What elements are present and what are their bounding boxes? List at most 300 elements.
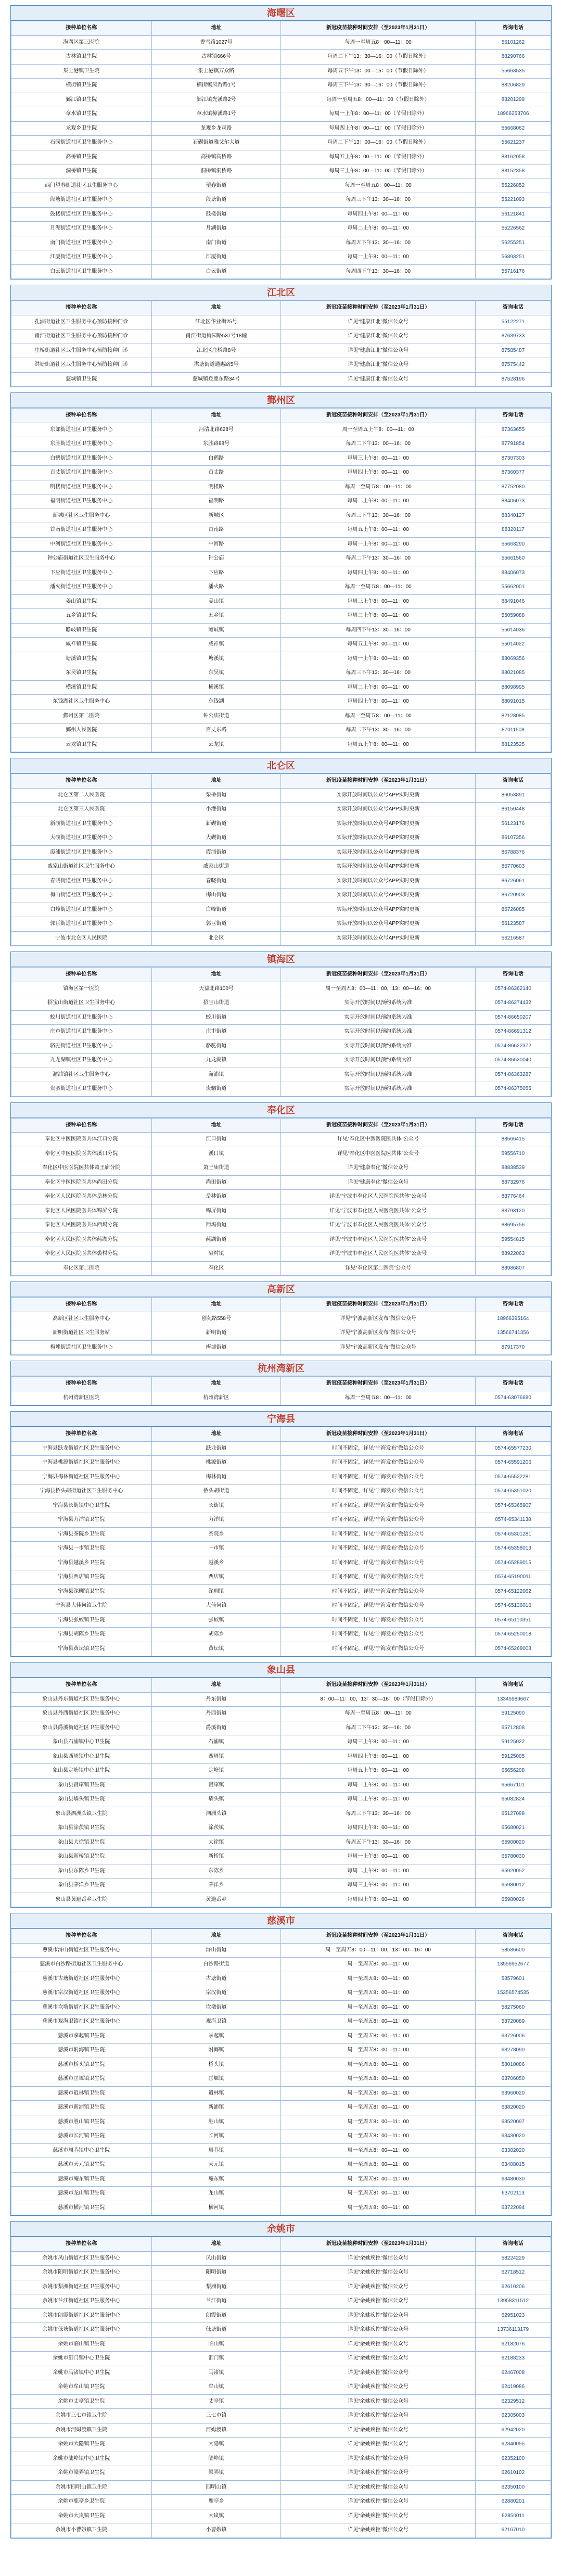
district-section	[10, 285, 552, 387]
cell-unit-name: 庄市街道社区卫生服务中心	[11, 1025, 152, 1039]
cell-phone: 0574-86362140	[475, 982, 551, 996]
cell-phone: 65127098	[475, 1807, 551, 1821]
cell-phone: 55668062	[475, 121, 551, 136]
cell-address: 黄避岙乡	[151, 1893, 281, 1907]
cell-schedule: 每周二下午13：30—16：00（节假日除外）	[281, 50, 475, 65]
cell-phone: 59556710	[475, 1147, 551, 1161]
cell-phone: 65900020	[475, 1835, 551, 1850]
cell-unit-name: 宁海县强蛟镇卫生院	[11, 1613, 152, 1628]
cell-phone: 62167010	[475, 2523, 551, 2538]
cell-unit-name: 宁海县跃龙街道社区卫生服务中心	[11, 1441, 152, 1456]
cell-phone: 58720089	[475, 2015, 551, 2029]
cell-unit-name: 余姚市低塘街道社区卫生服务中心	[11, 2323, 152, 2338]
cell-phone: 65980012	[475, 1879, 551, 1893]
table-row	[11, 150, 551, 164]
cell-phone: 0574-65268008	[475, 1642, 551, 1656]
cell-schedule: 详见“余姚疾控”微信公众号	[281, 2495, 475, 2509]
cell-unit-name: 海曙区第三医院	[11, 35, 152, 50]
table-row	[11, 2187, 551, 2201]
cell-schedule: 周一至周五8：00—11：00	[281, 2201, 475, 2215]
table-row	[11, 1735, 551, 1750]
cell-phone: 0574-65110351	[475, 1613, 551, 1628]
table-row	[11, 329, 551, 344]
header-address: 地址	[151, 774, 281, 789]
cell-schedule: 周一至周五8：00—11：00	[281, 2044, 475, 2058]
table-row	[11, 1599, 551, 1614]
cell-schedule: 详见“宁波市奉化区人民医院医共体”公众号	[281, 1233, 475, 1247]
cell-unit-name: 余姚市鹿亭乡卫生院	[11, 2495, 152, 2509]
cell-phone: 0574-65577230	[475, 1441, 551, 1456]
cell-address: 江厦街道	[151, 250, 281, 265]
header-phone: 咨询电话	[475, 1678, 551, 1693]
cell-address: 浒山街道	[151, 1943, 281, 1958]
cell-schedule: 详见“奉化区第二医院”公众号	[281, 1261, 475, 1276]
cell-phone: 63278090	[475, 2044, 551, 2058]
cell-phone: 86053891	[475, 788, 551, 803]
table-row	[11, 1054, 551, 1068]
cell-address: 慈城镇登鹿东路34号	[151, 372, 281, 387]
cell-unit-name: 慈溪市庵东镇卫生院	[11, 2172, 152, 2187]
cell-schedule: 每周一上午8：00—11：00	[281, 537, 475, 552]
table-row	[11, 2380, 551, 2395]
cell-phone: 59125005	[475, 1749, 551, 1764]
cell-phone: 87363655	[475, 423, 551, 437]
cell-schedule: 详见“余姚疾控”微信公众号	[281, 2466, 475, 2481]
cell-unit-name: 郭巨街道社区卫生服务中心	[11, 917, 152, 932]
cell-schedule: 详见“余姚疾控”微信公众号	[281, 2509, 475, 2523]
cell-schedule: 详见“余姚疾控”微信公众号	[281, 2280, 475, 2294]
district-section	[10, 392, 552, 753]
header-address: 地址	[151, 2237, 281, 2252]
table-header-row	[11, 1377, 551, 1391]
cell-schedule: 详见“余姚疾控”微信公众号	[281, 2308, 475, 2323]
cell-unit-name: 新明街道社区卫生服务站	[11, 1326, 152, 1341]
cell-phone: 88406073	[475, 566, 551, 580]
cell-address: 大碶街道	[151, 831, 281, 846]
district-title: 杭州湾新区	[11, 1361, 551, 1376]
table-row	[11, 35, 551, 50]
cell-schedule: 时间不固定，详见“宁海发布”微信公众号	[281, 1527, 475, 1542]
cell-address: 白沙路街道	[151, 1958, 281, 1972]
cell-schedule: 时间不固定，详见“宁海发布”微信公众号	[281, 1470, 475, 1484]
cell-unit-name: 高桥镇卫生院	[11, 150, 152, 164]
cell-schedule: 实际开放时间以预约系统为准	[281, 1054, 475, 1068]
cell-phone: 13958311512	[475, 2294, 551, 2309]
table-row	[11, 79, 551, 93]
cell-unit-name: 骆驼街道社区卫生服务中心	[11, 1039, 152, 1054]
table-row	[11, 738, 551, 752]
cell-address: 杭州湾新区	[151, 1391, 281, 1405]
cell-unit-name: 瞻岐镇卫生院	[11, 623, 152, 638]
cell-phone: 62419086	[475, 2380, 551, 2395]
table-header-row	[11, 968, 551, 982]
table-row	[11, 982, 551, 996]
table-row	[11, 250, 551, 265]
cell-schedule: 每周三下午13：30—16：00	[281, 666, 475, 681]
cell-schedule: 每周一至周五8：00—11：00	[281, 580, 475, 595]
cell-address: 锦屏街道	[151, 1204, 281, 1219]
cell-phone: 0574-65122062	[475, 1584, 551, 1599]
cell-schedule: 每周一上午8：00—11：00	[281, 1778, 475, 1793]
cell-phone: 59554815	[475, 1233, 551, 1247]
cell-schedule: 每周三上午8：00—11：00	[281, 594, 475, 609]
cell-unit-name: 宁海县黄坛镇卫生院	[11, 1642, 152, 1656]
cell-phone: 86720903	[475, 889, 551, 903]
table-row	[11, 1707, 551, 1721]
cell-schedule: 每周四下午13：30—16：00	[281, 264, 475, 279]
cell-unit-name: 象山县黄避岙乡卫生院	[11, 1893, 152, 1907]
table-row	[11, 50, 551, 65]
table-row	[11, 903, 551, 917]
cell-unit-name: 象山县爵溪街道社区卫生服务中心	[11, 1721, 152, 1735]
table-row	[11, 1391, 551, 1405]
cell-address: 爵溪街道	[151, 1721, 281, 1735]
cell-unit-name: 奉化区中医医院医共体溪口分院	[11, 1147, 152, 1161]
cell-address: 西店镇	[151, 1570, 281, 1585]
cell-phone: 88793120	[475, 1204, 551, 1219]
district-section	[10, 758, 552, 946]
cell-phone: 13736113179	[475, 2323, 551, 2338]
table-row	[11, 1082, 551, 1097]
cell-phone: 0574-65250018	[475, 1628, 551, 1642]
cell-address: 南门街道	[151, 236, 281, 250]
cell-schedule: 每周二下午13：30—16：00	[281, 724, 475, 738]
cell-schedule: 周一至周五8：00—11：00	[281, 2143, 475, 2158]
clinic-table	[11, 300, 551, 387]
cell-unit-name: 镇海区第一医院	[11, 982, 152, 996]
cell-phone: 62467008	[475, 2366, 551, 2380]
cell-address: 蛟川街道	[151, 1010, 281, 1025]
cell-address: 马渚镇	[151, 2366, 281, 2380]
cell-unit-name: 甬江街道社区卫生服务中心预防接种门诊	[11, 329, 152, 344]
cell-phone: 0574-65301281	[475, 1527, 551, 1542]
cell-phone: 55663535	[475, 64, 551, 79]
cell-address: 五乡镇	[151, 609, 281, 624]
cell-unit-name: 余姚市兰江街道社区卫生服务中心	[11, 2294, 152, 2309]
cell-schedule: 时间不固定，详见“宁海发布”微信公众号	[281, 1599, 475, 1614]
cell-phone: 0574-63076680	[475, 1391, 551, 1405]
cell-schedule: 实际开放时间以公众号APP实时更新	[281, 860, 475, 874]
cell-address: 泗门镇	[151, 2352, 281, 2366]
cell-schedule: 实际开放时间以公众号APP实时更新	[281, 889, 475, 903]
table-row	[11, 2495, 551, 2509]
cell-schedule: 每周五上午8：00—11：00	[281, 738, 475, 752]
cell-schedule: 详见“余姚疾控”微信公众号	[281, 2452, 475, 2466]
cell-phone: 55226852	[475, 179, 551, 193]
cell-phone: 62718512	[475, 2266, 551, 2280]
cell-phone: 88069356	[475, 652, 551, 666]
cell-unit-name: 洪塘街道社区卫生服务中心预防接种门诊	[11, 358, 152, 373]
cell-schedule: 详见“余姚疾控”微信公众号	[281, 2380, 475, 2395]
cell-unit-name: 鄞州人民医院	[11, 724, 152, 738]
table-row	[11, 1470, 551, 1484]
cell-unit-name: 奉化区人民医院医共体锦屏分院	[11, 1204, 152, 1219]
table-row	[11, 222, 551, 236]
table-row	[11, 2280, 551, 2294]
clinic-table	[11, 1297, 551, 1355]
cell-phone: 56101262	[475, 35, 551, 50]
cell-schedule: 每周三下午13：30—16：00	[281, 509, 475, 523]
table-header-row	[11, 301, 551, 315]
cell-address: 牟山镇	[151, 2380, 281, 2395]
cell-schedule: 详见“宁波高新区发布”微信公众号	[281, 1312, 475, 1326]
header-schedule: 新冠疫苗接种时间安排（至2023年1月31日）	[281, 1678, 475, 1693]
district-title: 宁海县	[11, 1412, 551, 1427]
table-row	[11, 2029, 551, 2044]
table-row	[11, 2266, 551, 2280]
district-title: 奉化区	[11, 1103, 551, 1118]
cell-unit-name: 潘火街道社区卫生服务中心	[11, 580, 152, 595]
cell-unit-name: 余姚市河姆渡镇卫生院	[11, 2423, 152, 2438]
cell-address: 梅林街道	[151, 1470, 281, 1484]
cell-schedule: 每周四上午8：00—11：00	[281, 695, 475, 709]
cell-address: 河清北路628号	[151, 423, 281, 437]
cell-unit-name: 慈溪市长河镇卫生院	[11, 2129, 152, 2144]
cell-address: 临山镇	[151, 2337, 281, 2352]
cell-address: 大隐镇	[151, 2438, 281, 2452]
cell-phone: 0574-86375055	[475, 1082, 551, 1097]
table-header-row	[11, 1678, 551, 1693]
cell-unit-name: 招宝山街道社区卫生服务中心	[11, 996, 152, 1011]
cell-unit-name: 余姚市泗门镇中心卫生院	[11, 2352, 152, 2366]
cell-address: 萧王庙街道	[151, 1161, 281, 1176]
table-row	[11, 480, 551, 494]
cell-address: 黄坛镇	[151, 1642, 281, 1656]
cell-schedule: 每周五上午8：00—11：00	[281, 523, 475, 538]
clinic-table	[11, 967, 551, 1097]
table-row	[11, 1628, 551, 1642]
header-phone: 咨询电话	[475, 1118, 551, 1133]
table-row	[11, 2294, 551, 2309]
cell-schedule: 详见“健康奉化”微信公众号	[281, 1161, 475, 1176]
cell-unit-name: 宁海县茶院乡卫生院	[11, 1527, 152, 1542]
cell-phone: 56123176	[475, 817, 551, 831]
cell-address: 匡堰镇	[151, 2072, 281, 2087]
cell-phone: 65780030	[475, 1850, 551, 1864]
table-row	[11, 1527, 551, 1542]
cell-schedule: 每周四上午8：00—11：00（节假日除外）	[281, 121, 475, 136]
district-title: 江北区	[11, 285, 551, 300]
table-row	[11, 494, 551, 509]
cell-phone: 0574-65341138	[475, 1513, 551, 1528]
table-row	[11, 931, 551, 946]
cell-schedule: 周一至周五8：00—11：00	[281, 2058, 475, 2072]
cell-schedule: 详见“余姚疾控”微信公众号	[281, 2423, 475, 2438]
header-unit-name: 接种单位名称	[11, 1298, 152, 1312]
cell-unit-name: 福明街道社区卫生服务中心	[11, 494, 152, 509]
clinic-table	[11, 773, 551, 946]
cell-address: 庄市街道	[151, 1025, 281, 1039]
cell-unit-name: 北仑区第二人民医院	[11, 788, 152, 803]
cell-unit-name: 宁波市北仑区人民医院	[11, 931, 152, 946]
cell-phone: 87360377	[475, 466, 551, 480]
table-row	[11, 2409, 551, 2423]
district-section	[10, 1361, 552, 1406]
district-section	[10, 1411, 552, 1657]
cell-phone: 87011508	[475, 724, 551, 738]
table-row	[11, 2438, 551, 2452]
header-address: 地址	[151, 1118, 281, 1133]
cell-schedule: 每周五上午8：00—11：00	[281, 1764, 475, 1779]
table-row	[11, 817, 551, 831]
cell-address: 长河镇	[151, 2129, 281, 2144]
cell-unit-name: 百丈街道社区卫生服务中心	[11, 466, 152, 480]
cell-unit-name: 象山县泗洲头镇卫生院	[11, 1807, 152, 1821]
cell-phone: 86788376	[475, 845, 551, 860]
cell-phone: 63820020	[475, 2101, 551, 2115]
cell-unit-name: 戚家山街道社区卫生服务中心	[11, 860, 152, 874]
cell-unit-name: 慈溪市附海镇卫生院	[11, 2044, 152, 2058]
header-schedule: 新冠疫苗接种时间安排（至2023年1月31日）	[281, 968, 475, 982]
cell-unit-name: 新碶街道社区卫生服务中心	[11, 817, 152, 831]
cell-phone: 62188233	[475, 2352, 551, 2366]
cell-unit-name: 云龙镇卫生院	[11, 738, 152, 752]
cell-unit-name: 奉化区人民医院医共体岳林分院	[11, 1190, 152, 1204]
header-phone: 咨询电话	[475, 1377, 551, 1391]
table-row	[11, 1986, 551, 2001]
cell-address: 鹿亭乡	[151, 2495, 281, 2509]
table-header-row	[11, 774, 551, 789]
cell-unit-name: 慈溪市白沙路街道社区卫生服务中心	[11, 1958, 152, 1972]
cell-schedule: 周一至周五8：00—11：00	[281, 2072, 475, 2087]
cell-phone: 88566415	[475, 1133, 551, 1147]
table-row	[11, 566, 551, 580]
cell-schedule: 每周二上午8：00—11：00	[281, 1864, 475, 1879]
table-row	[11, 344, 551, 358]
cell-address: 桃源街道	[151, 1456, 281, 1470]
cell-phone: 63702113	[475, 2187, 551, 2201]
table-row	[11, 2452, 551, 2466]
cell-address: 郭巨街道	[151, 917, 281, 932]
cell-unit-name: 宁海县梅林街道社区卫生服务中心	[11, 1470, 152, 1484]
cell-address: 春晓街道	[151, 874, 281, 889]
cell-schedule: 每周五上午8：00—11：00	[281, 638, 475, 652]
cell-phone: 18966395164	[475, 1312, 551, 1326]
cell-schedule: 详见“余姚疾控”微信公众号	[281, 2480, 475, 2495]
cell-phone: 63408015	[475, 2158, 551, 2173]
cell-address: 龙山镇	[151, 2187, 281, 2201]
cell-address: 坎墩街道	[151, 2000, 281, 2015]
cell-address: 福明路	[151, 494, 281, 509]
cell-address: 梁弄镇	[151, 2466, 281, 2481]
clinic-table	[11, 1928, 551, 2215]
cell-address: 周巷镇	[151, 2143, 281, 2158]
table-row	[11, 1778, 551, 1793]
cell-unit-name: 象山县丹东街道社区卫生服务中心	[11, 1692, 152, 1707]
cell-address: 高桥镇高桥路	[151, 150, 281, 164]
cell-address: 大佳何镇	[151, 1599, 281, 1614]
cell-unit-name: 东胜街道社区卫生服务中心	[11, 437, 152, 452]
cell-schedule: 详见“余姚疾控”微信公众号	[281, 2366, 475, 2380]
cell-phone: 65920052	[475, 1864, 551, 1879]
cell-address: 梅山街道	[151, 889, 281, 903]
cell-address: 胜山镇	[151, 2115, 281, 2129]
cell-address: 丹西街道	[151, 1707, 281, 1721]
cell-phone: 88162058	[475, 150, 551, 164]
cell-phone: 59125090	[475, 1707, 551, 1721]
cell-phone: 87575442	[475, 358, 551, 373]
cell-address: 横街镇凤岙路1号	[151, 79, 281, 93]
cell-address: 附海镇	[151, 2044, 281, 2058]
table-row	[11, 1161, 551, 1176]
cell-phone: 55122271	[475, 315, 551, 329]
cell-schedule: 每周二上午8：00—11：00	[281, 222, 475, 236]
cell-schedule: 时间不固定，详见“宁海发布”微信公众号	[281, 1628, 475, 1642]
cell-address: 朗霞街道	[151, 2308, 281, 2323]
table-row	[11, 1556, 551, 1570]
table-row	[11, 724, 551, 738]
cell-address: 掌起镇	[151, 2029, 281, 2044]
table-row	[11, 2158, 551, 2173]
cell-schedule: 时间不固定，详见“宁海发布”微信公众号	[281, 1570, 475, 1585]
cell-address: 强蛟镇	[151, 1613, 281, 1628]
cell-address: 溪口镇	[151, 1147, 281, 1161]
cell-schedule: 每周一上午8：00—11：00	[281, 1850, 475, 1864]
cell-unit-name: 南门街道社区卫生服务中心	[11, 236, 152, 250]
cell-unit-name: 大碶街道社区卫生服务中心	[11, 831, 152, 846]
cell-schedule: 实际开放时间以公众号APP实时更新	[281, 817, 475, 831]
cell-phone: 87752080	[475, 480, 551, 494]
cell-phone: 87307303	[475, 451, 551, 466]
cell-schedule: 实际开放时间以公众号APP实时更新	[281, 874, 475, 889]
cell-unit-name: 白鹤街道社区卫生服务中心	[11, 451, 152, 466]
cell-address: 宗汉街道	[151, 1986, 281, 2001]
cell-unit-name: 孔浦街道社区卫生服务中心预防接种门诊	[11, 315, 152, 329]
cell-unit-name: 慈溪市龙山镇卫生院	[11, 2187, 152, 2201]
cell-address: 百丈路	[151, 466, 281, 480]
cell-address: 段塘街道	[151, 193, 281, 208]
cell-schedule: 详见“宁波市奉化区人民医院医共体”公众号	[281, 1219, 475, 1233]
district-section	[10, 1102, 552, 1277]
table-header-row	[11, 21, 551, 36]
cell-address: 集士港镇万众路	[151, 64, 281, 79]
cell-phone: 88776464	[475, 1190, 551, 1204]
table-row	[11, 788, 551, 803]
cell-schedule: 时间不固定，详见“宁海发布”微信公众号	[281, 1556, 475, 1570]
cell-address: 三七市镇	[151, 2409, 281, 2423]
cell-phone: 0574-65358013	[475, 1542, 551, 1556]
cell-address: 岳林街道	[151, 1190, 281, 1204]
table-row	[11, 695, 551, 709]
cell-schedule: 每周二上午8：00—11：00	[281, 494, 475, 509]
cell-schedule: 周一至周五8：00—11：00	[281, 2029, 475, 2044]
cell-address: 逍林镇	[151, 2086, 281, 2101]
cell-unit-name: 余姚市临山镇卫生院	[11, 2337, 152, 2352]
cell-phone: 88491046	[475, 594, 551, 609]
cell-phone: 0574-86274432	[475, 996, 551, 1011]
cell-phone: 55226562	[475, 222, 551, 236]
cell-phone: 88201299	[475, 93, 551, 107]
table-row	[11, 580, 551, 595]
cell-unit-name: 霞浦街道社区卫生服务中心	[11, 845, 152, 860]
cell-unit-name: 象山县西周镇中心卫生院	[11, 1749, 152, 1764]
cell-unit-name: 慈溪市逍林镇卫生院	[11, 2086, 152, 2101]
header-schedule: 新冠疫苗接种时间安排（至2023年1月31日）	[281, 774, 475, 789]
cell-unit-name: 慈溪市坎墩街道社区卫生服务中心	[11, 2000, 152, 2015]
cell-unit-name: 鄞州区第二医院	[11, 709, 152, 724]
cell-schedule: 实际开放时间以预约系统为准	[281, 1025, 475, 1039]
table-row	[11, 207, 551, 222]
cell-schedule: 时间不固定，详见“宁海发布”微信公众号	[281, 1513, 475, 1528]
cell-phone: 88340127	[475, 509, 551, 523]
cell-schedule: 实际开放时间以公众号APP实时更新	[281, 831, 475, 846]
table-row	[11, 1261, 551, 1276]
header-unit-name: 接种单位名称	[11, 1118, 152, 1133]
cell-phone: 0574-86622372	[475, 1039, 551, 1054]
cell-address: 骆驼街道	[151, 1039, 281, 1054]
cell-schedule: 时间不固定，详见“宁海发布”微信公众号	[281, 1642, 475, 1656]
cell-address: 小港街道	[151, 803, 281, 817]
